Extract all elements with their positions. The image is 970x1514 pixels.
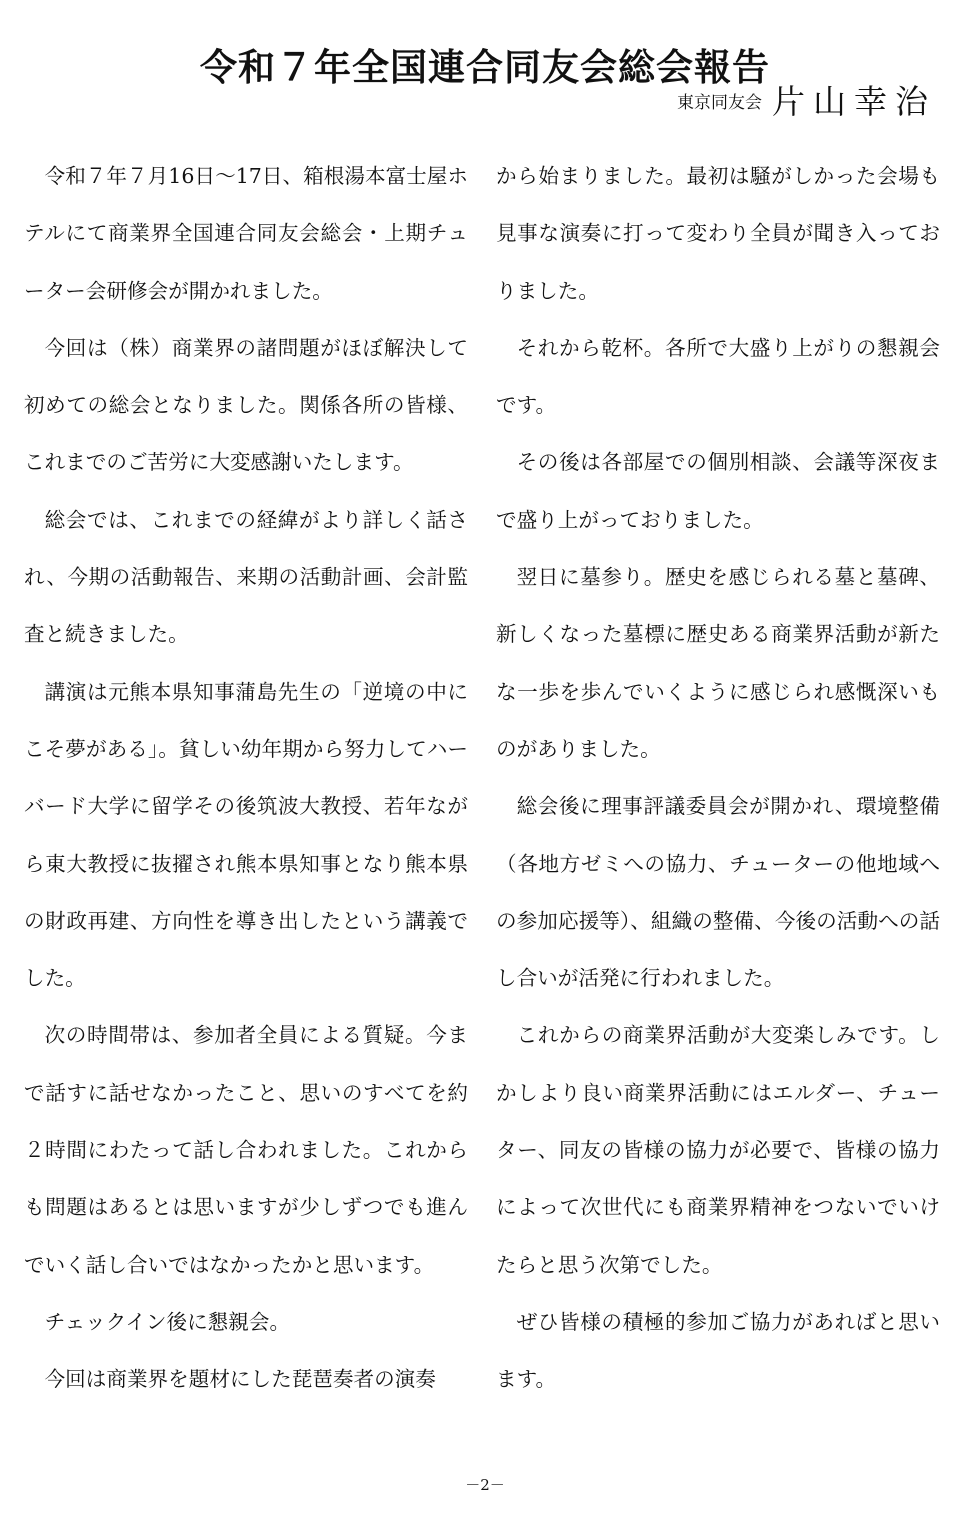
author-name: 片山幸治: [772, 82, 936, 121]
right-column: [496, 148, 940, 1409]
paragraph-discussion: 次の時間帯は、参加者全員による質疑。今まで話すに話せなかったこと、思いのすべてを約２時間にわたって話し合われました。これからも問題はあるとは思いますが少しずつでも進んでいく話し合いではなかったかと思います。: [24, 1023, 468, 1277]
paragraph-meeting-agenda: 総会では、これまでの経緯がより詳しく話され、今期の活動報告、来期の活動計画、会計監査と続きました。: [24, 507, 468, 647]
page-number: －2－: [465, 1476, 505, 1494]
paragraph-first-general-meeting: 今回は（株）商業界の諸問題がほぼ解決して初めての総会となりました。関係各所の皆様、これまでのご苦労に大変感謝いたします。: [24, 335, 468, 475]
paragraph-event-overview: 令和７年７月16日～17日、箱根湯本富士屋ホテルにて商業界全国連合同友会総会・上期チューター会研修会が開かれました。: [24, 164, 468, 303]
paragraph-call-to-participate: ぜひ皆様の積極的参加ご協力があればと思います。: [496, 1309, 940, 1392]
paragraph-biwa-performance-continued: から始まりました。最初は騒がしかった会場も見事な演奏に打って変わり全員が聞き入っておりました。: [496, 164, 940, 303]
paragraph-lecture: 講演は元熊本県知事蒲島先生の「逆境の中にこそ夢がある」。貧しい幼年期から努力してハーバード大学に留学その後筑波大教授、若年ながら東大教授に抜擢され熊本県知事となり熊本県の財政再建、方向性を導き出したという講義でした。: [24, 679, 468, 991]
paragraph-reception: チェックイン後に懇親会。: [44, 1309, 291, 1334]
page-title: 令和７年全国連合同友会総会報告: [200, 45, 770, 89]
paragraph-toast: それから乾杯。各所で大盛り上がりの懇親会です。: [496, 335, 940, 418]
paragraph-board-meeting: 総会後に理事評議委員会が開かれ、環境整備（各地方ゼミへの協力、チューターの他地域への参加応援等）、組織の整備、今後の活動への話し合いが活発に行われました。: [496, 794, 940, 991]
left-column: [24, 148, 468, 1409]
paragraph-biwa-performance-start: 今回は商業界を題材にした琵琶奏者の演奏: [44, 1367, 436, 1392]
paragraph-late-night-talks: その後は各部屋での個別相談、会議等深夜まで盛り上がっておりました。: [496, 450, 940, 532]
author-organization: 東京同友会: [677, 93, 762, 113]
paragraph-future-activities: これからの商業界活動が大変楽しみです。しかしより良い商業界活動にはエルダー、チューター、同友の皆様の協力が必要で、皆様の協力によって次世代にも商業界精神をつないでいけたらと思う次第でした。: [496, 1023, 940, 1277]
paragraph-grave-visit: 翌日に墓参り。歴史を感じられる墓と墓碑、新しくなった墓標に歴史ある商業界活動が新たな一歩を歩んでいくように感じられ感慨深いものがありました。: [496, 565, 940, 761]
author-line: [677, 76, 936, 123]
